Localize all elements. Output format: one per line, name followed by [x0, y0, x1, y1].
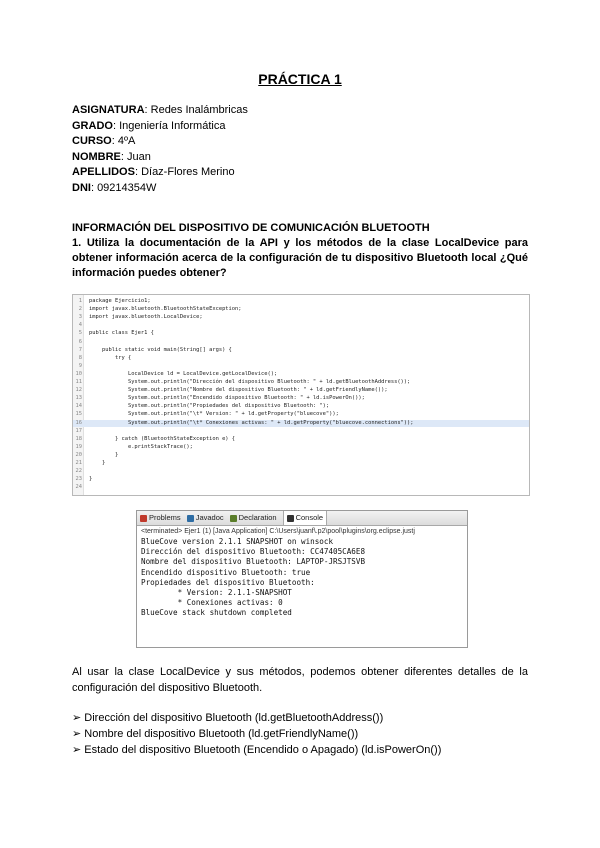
code-text: } catch (BluetoothStateException e) {: [89, 435, 236, 442]
question-text: 1. Utiliza la documentación de la API y los métodos de la clase LocalDevice para obtener información acerca de la configuración de tu dispositivo Bluetooth local ¿Qué información puedes obtener?: [72, 237, 528, 279]
code-line: [73, 395, 529, 402]
code-line: [73, 476, 529, 483]
line-number: 22: [75, 468, 82, 475]
code-line: [73, 363, 529, 370]
line-number: 13: [75, 395, 82, 402]
console-line: Propiedades del dispositivo Bluetooth:: [141, 577, 315, 587]
line-number: 8: [78, 354, 82, 361]
meta-row: [72, 165, 248, 181]
code-text: System.out.println("Propiedades del dispositivo Bluetooth: ");: [89, 403, 330, 410]
tab-label: Console: [295, 513, 324, 522]
problems-icon: [140, 515, 147, 522]
code-text: }: [89, 460, 106, 466]
code-text: System.out.println("Nombre del dispositivo Bluetooth: " + ld.getFriendlyName());: [89, 387, 388, 394]
line-number: 21: [75, 460, 82, 466]
console-tab-console[interactable]: [283, 511, 328, 525]
line-number: 7: [78, 346, 82, 353]
code-text: package Ejercicio1;: [89, 298, 151, 304]
console-header: <terminated> Ejer1 (1) [Java Application] C:\Users\juanf\.p2\pool\plugins\org.eclipse.justj: [141, 528, 415, 535]
meta-label: APELLIDOS: [72, 166, 135, 179]
code-line: [73, 314, 529, 321]
code-text: }: [89, 451, 119, 458]
console-line: * Conexiones activas: 0: [141, 598, 283, 608]
line-number: 23: [75, 476, 82, 483]
bullet-item: ➢ Nombre del dispositivo Bluetooth (ld.getFriendlyName()): [72, 728, 359, 740]
declaration-icon: [230, 515, 237, 522]
line-number: 5: [78, 330, 82, 337]
code-line: [73, 411, 529, 418]
code-line: [73, 460, 529, 467]
line-number: 11: [75, 379, 82, 385]
meta-value: : 4ºA: [111, 135, 136, 148]
console-tabbar: [137, 511, 467, 526]
meta-row: [72, 181, 248, 197]
line-number: 17: [75, 427, 82, 434]
console-line: * Version: 2.1.1-SNAPSHOT: [141, 588, 292, 598]
line-number: 2: [78, 306, 82, 313]
line-number: 20: [75, 451, 82, 458]
meta-label: CURSO: [72, 135, 112, 148]
code-line: [73, 379, 529, 386]
meta-value: : 09214354W: [90, 181, 157, 194]
console-screenshot: [136, 510, 468, 648]
code-line: [73, 444, 529, 451]
code-line: [73, 468, 529, 475]
line-number: 15: [75, 411, 82, 418]
line-number: 18: [75, 435, 82, 442]
line-number: 9: [78, 362, 82, 369]
line-number: 24: [75, 484, 82, 491]
line-number: 14: [75, 403, 82, 410]
console-line: Nombre del dispositivo Bluetooth: LAPTOP-JRSJTSVB: [141, 557, 366, 567]
code-text: public static void main(String[] args) {: [89, 346, 232, 353]
console-line: BlueCove stack shutdown completed: [141, 608, 292, 618]
code-text: e.printStackTrace();: [89, 443, 193, 450]
tab-label: Declaration: [238, 513, 277, 522]
code-text: import javax.bluetooth.LocalDevice;: [89, 314, 203, 321]
console-line: BlueCove version 2.1.1 SNAPSHOT on winsock: [141, 537, 334, 546]
code-line: [73, 330, 529, 337]
line-number: 6: [78, 338, 82, 345]
meta-label: NOMBRE: [72, 150, 121, 163]
code-line: [73, 428, 529, 435]
console-line: Encendido dispositivo Bluetooth: true: [141, 567, 311, 577]
code-line: [73, 436, 529, 443]
console-tab-problems[interactable]: [140, 511, 181, 525]
console-icon: [287, 515, 294, 522]
line-number: 16: [75, 419, 82, 426]
meta-label: DNI: [72, 181, 91, 194]
meta-label: GRADO: [72, 119, 113, 132]
bullet-item: ➢ Estado del dispositivo Bluetooth (Encendido o Apagado) (ld.isPowerOn()): [72, 744, 442, 756]
tab-label: Problems: [149, 513, 181, 522]
code-line: [73, 420, 529, 427]
javadoc-icon: [187, 515, 194, 522]
code-line: [73, 355, 529, 362]
console-tab-javadoc[interactable]: [187, 511, 224, 525]
code-line: [73, 371, 529, 378]
code-text: public class Ejer1 {: [89, 330, 154, 337]
code-line: [73, 306, 529, 313]
line-number: 1: [78, 298, 82, 304]
console-line: Dirección del dispositivo Bluetooth: CC47405CA6E8: [141, 547, 366, 557]
bullet-item: ➢ Dirección del dispositivo Bluetooth (ld.getBluetoothAddress()): [72, 712, 384, 724]
line-number: 12: [75, 387, 82, 394]
meta-row: [72, 134, 248, 150]
code-text: System.out.println("\t* Conexiones activas: " + ld.getProperty("bluecove.connections"));: [89, 419, 414, 426]
code-line: [73, 339, 529, 346]
line-number: 19: [75, 443, 82, 450]
console-tab-declaration[interactable]: [230, 511, 277, 525]
code-text: System.out.println("Dirección del dispositivo Bluetooth: " + ld.getBluetoothAddress());: [89, 379, 411, 385]
line-number: 10: [75, 370, 82, 377]
code-text: try {: [89, 354, 132, 361]
code-editor-screenshot: [72, 294, 530, 496]
console-output: [137, 537, 467, 619]
code-text: System.out.println("Encendido dispositivo Bluetooth: " + ld.isPowerOn());: [89, 395, 365, 402]
student-info: [72, 103, 248, 197]
code-line: [73, 298, 529, 305]
meta-label: ASIGNATURA: [72, 104, 145, 116]
meta-value: : Redes Inalámbricas: [144, 104, 248, 116]
meta-row: [72, 103, 248, 119]
tab-label: Javadoc: [195, 513, 224, 522]
code-line: [73, 322, 529, 329]
answer-paragraph: Al usar la clase LocalDevice y sus métodos, podemos obtener diferentes detalles de la configuración del dispositivo Bluetooth.: [72, 666, 528, 694]
bullet-list: [72, 710, 542, 758]
code-line: [73, 403, 529, 410]
code-line: [73, 347, 529, 354]
line-number: 4: [78, 322, 82, 329]
meta-value: : Díaz-Flores Merino: [134, 166, 235, 179]
meta-value: : Juan: [120, 150, 151, 163]
meta-value: : Ingeniería Informática: [112, 119, 226, 132]
code-line: [73, 452, 529, 459]
code-text: LocalDevice ld = LocalDevice.getLocalDevice();: [89, 370, 278, 377]
code-text: System.out.println("\t* Version: " + ld.getProperty("bluecove"));: [89, 411, 339, 418]
line-number: 3: [78, 314, 82, 321]
code-text: }: [89, 476, 93, 483]
page-title: PRÁCTICA 1: [258, 71, 342, 87]
section-heading: INFORMACIÓN DEL DISPOSITIVO DE COMUNICACIÓN BLUETOOTH: [72, 222, 430, 234]
code-line: [73, 484, 529, 491]
code-line: [73, 387, 529, 394]
meta-row: [72, 150, 248, 166]
meta-row: [72, 119, 248, 135]
code-text: import javax.bluetooth.BluetoothStateException;: [89, 306, 242, 313]
